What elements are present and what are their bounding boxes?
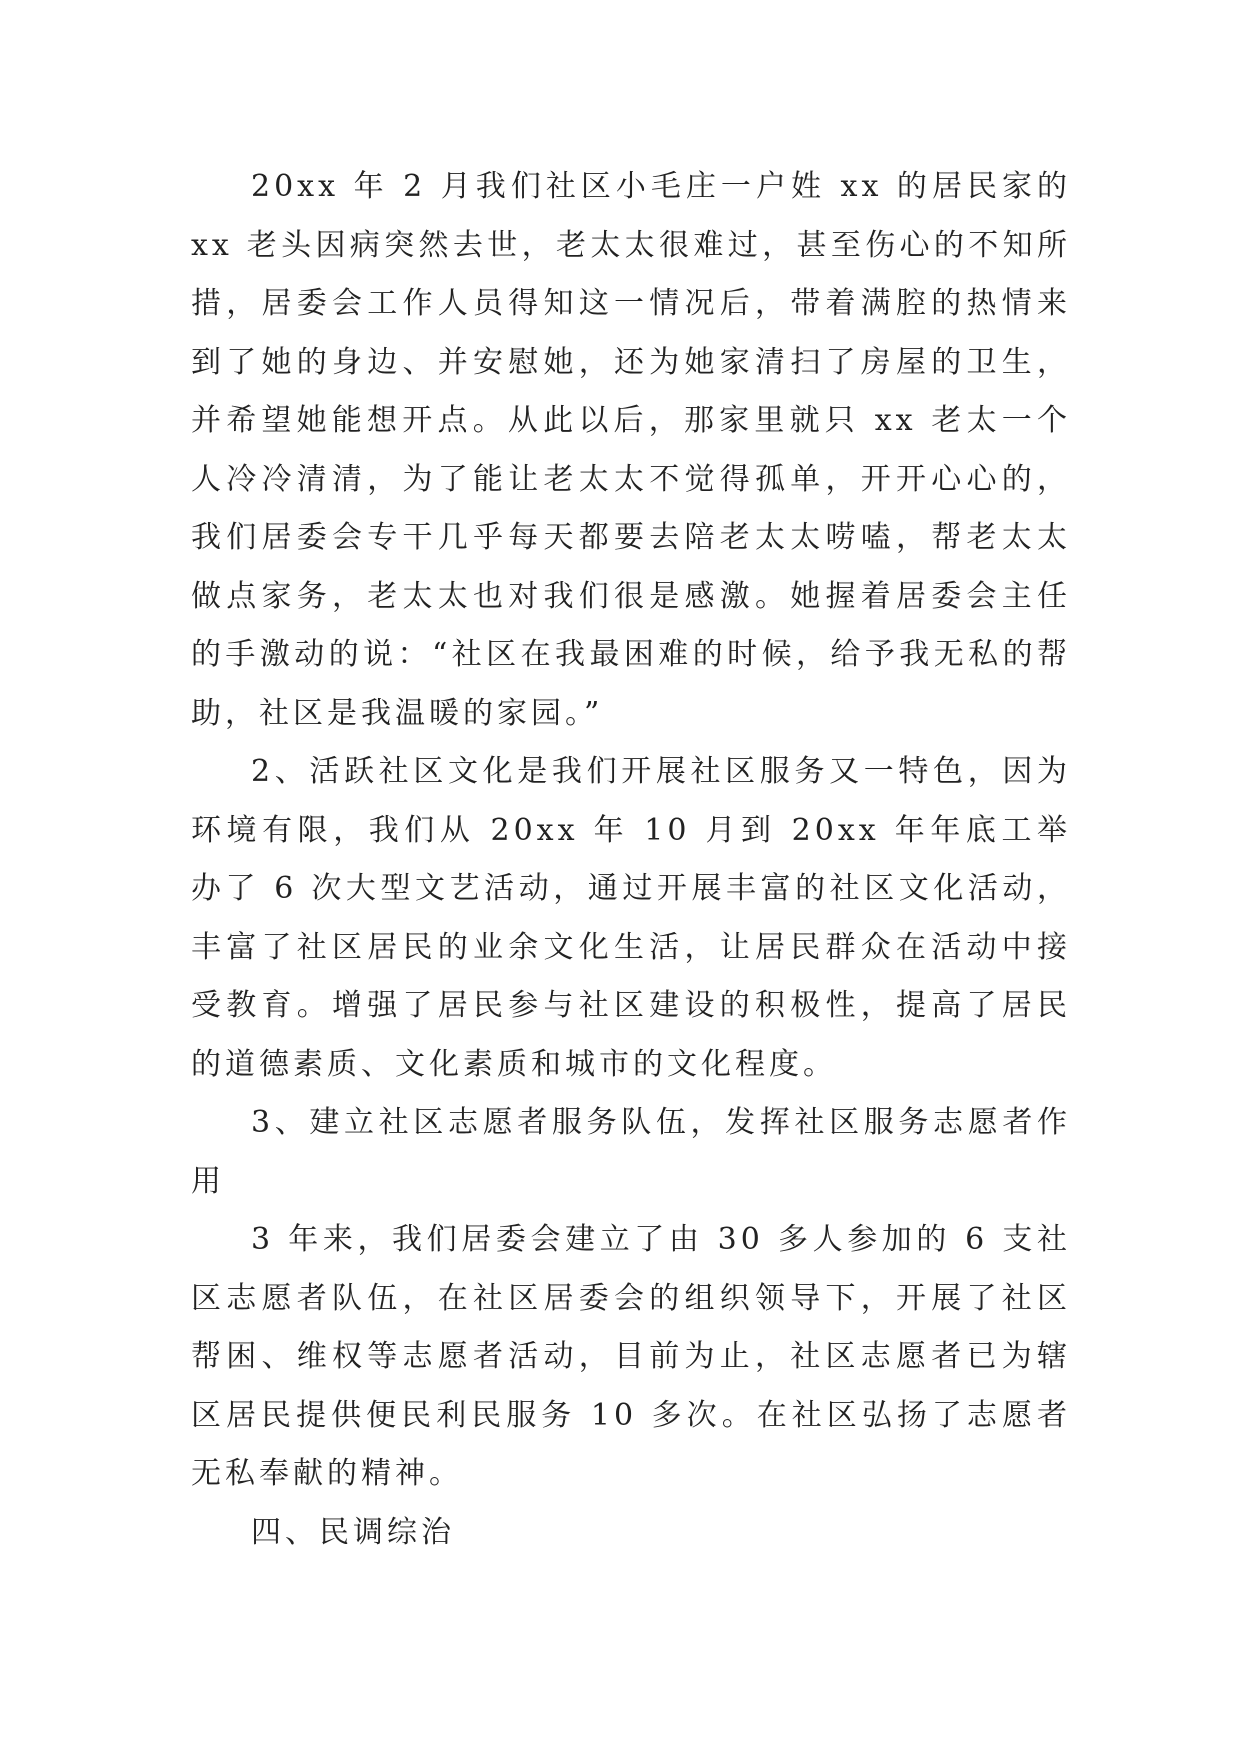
paragraph-community-culture: 2、活跃社区文化是我们开展社区服务又一特色，因为环境有限，我们从 20xx 年 10 月到 20xx 年年底工举办了 6 次大型文艺活动，通过开展丰富的社区文化活动，丰富了社区居民的业余文化生活，让居民群众在活动中接受教育。增强了居民参与社区建设的积极性，提高了居民的道德素质、文化素质和城市的文化程度。 — [191, 754, 1071, 1082]
document-body — [191, 158, 1071, 1562]
section-heading-mediation: 四、民调综治 — [251, 1514, 455, 1550]
paragraph-volunteer-heading: 3、建立社区志愿者服务队伍，发挥社区服务志愿者作用 — [191, 1105, 1071, 1199]
paragraph-volunteer-details: 3 年来，我们居委会建立了由 30 多人参加的 6 支社区志愿者队伍，在社区居委会的组织领导下，开展了社区帮困、维权等志愿者活动，目前为止，社区志愿者已为辖区居民提供便民利民服务 10 多次。在社区弘扬了志愿者无私奉献的精神。 — [191, 1222, 1071, 1491]
paragraph-elderly-care-story: 20xx 年 2 月我们社区小毛庄一户姓 xx 的居民家的 xx 老头因病突然去世，老太太很难过，甚至伤心的不知所措，居委会工作人员得知这一情况后，带着满腔的热情来到了她的身边、并安慰她，还为她家清扫了房屋的卫生，并希望她能想开点。从此以后，那家里就只 xx 老太一个人冷冷清清，为了能让老太太不觉得孤单，开开心心的，我们居委会专干几乎每天都要去陪老太太唠嗑，帮老太太做点家务，老太太也对我们很是感激。她握着居委会主任的手激动的说：“社区在我最困难的时候，给予我无私的帮助，社区是我温暖的家园。” — [191, 169, 1071, 731]
